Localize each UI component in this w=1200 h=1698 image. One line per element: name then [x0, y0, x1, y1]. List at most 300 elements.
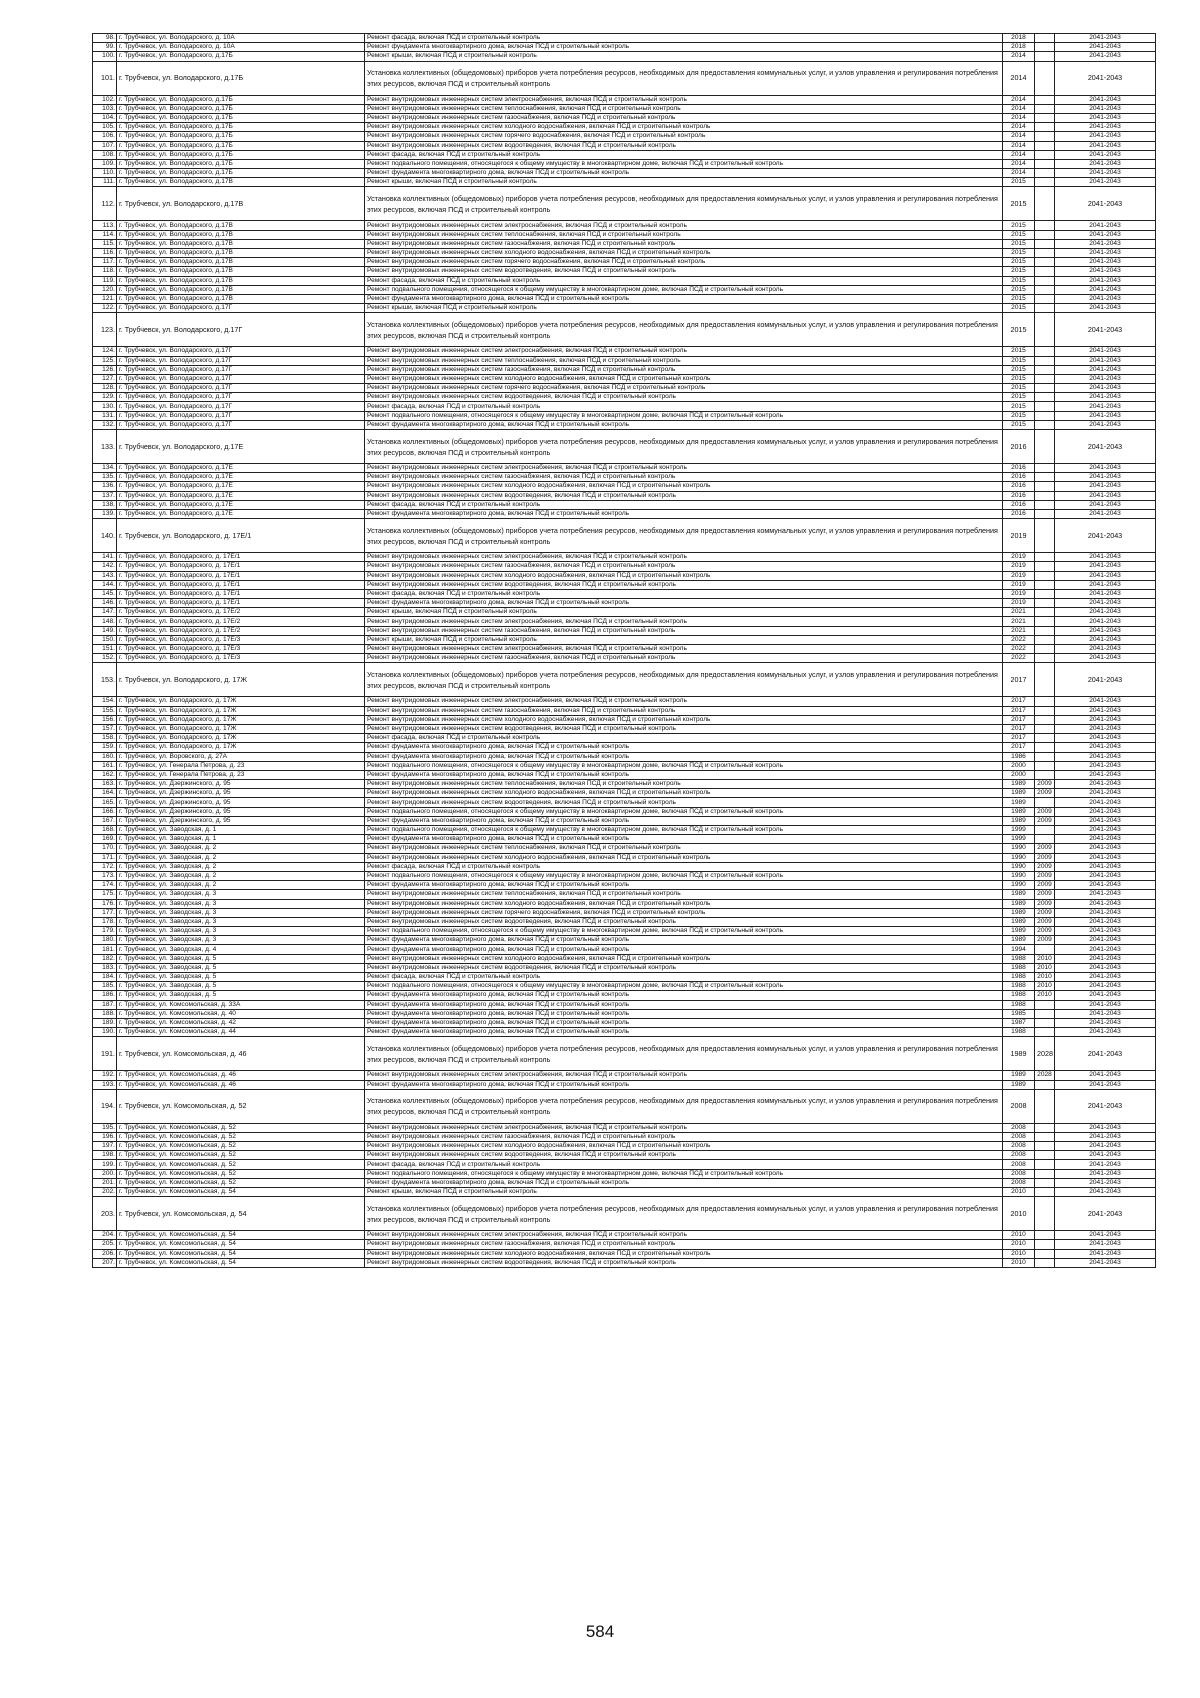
address-cell: г. Трубчевск, ул. Володарского, д.17Б [117, 169, 365, 178]
address-cell: г. Трубчевск, ул. Володарского, д. 17Ж [117, 715, 365, 724]
table-row [93, 871, 1156, 880]
row-number-cell: 115. [93, 239, 117, 248]
row-number-cell: 201. [93, 1178, 117, 1187]
planned-period-cell: 2041-2043 [1055, 626, 1156, 635]
row-number-cell: 99. [93, 43, 117, 52]
row-number-cell: 136. [93, 482, 117, 491]
year-built-cell: 2010 [1003, 1197, 1035, 1231]
work-type-cell: Ремонт подвального помещения, относящегося к общему имуществу в многоквартирном доме, включая ПСД и строительный контроль [365, 927, 1003, 936]
row-number-cell: 172. [93, 862, 117, 871]
year-built-cell: 2014 [1003, 132, 1035, 141]
address-cell: г. Трубчевск, ул. Заводская, д. 2 [117, 862, 365, 871]
row-number-cell: 130. [93, 402, 117, 411]
planned-period-cell: 2041-2043 [1055, 500, 1156, 509]
table-row [93, 43, 1156, 52]
planned-period-cell: 2041-2043 [1055, 285, 1156, 294]
year-last-repair-cell: 2009 [1035, 844, 1055, 853]
planned-period-cell: 2041-2043 [1055, 1009, 1156, 1018]
year-last-repair-cell [1035, 1240, 1055, 1249]
row-number-cell: 182. [93, 954, 117, 963]
planned-period-cell: 2041-2043 [1055, 1028, 1156, 1037]
work-type-cell: Ремонт внутридомовых инженерных систем водоотведения, включая ПСД и строительный контроль [365, 141, 1003, 150]
year-built-cell: 2018 [1003, 34, 1035, 43]
table-row [93, 402, 1156, 411]
year-last-repair-cell [1035, 1151, 1055, 1160]
planned-period-cell: 2041-2043 [1055, 1132, 1156, 1141]
work-type-cell: Ремонт внутридомовых инженерных систем газоснабжения, включая ПСД и строительный контроль [365, 706, 1003, 715]
year-built-cell: 2010 [1003, 1258, 1035, 1267]
year-last-repair-cell [1035, 61, 1055, 95]
address-cell: г. Трубчевск, ул. Володарского, д. 17Ж [117, 734, 365, 743]
address-cell: г. Трубчевск, ул. Володарского, д. 17Е/1 [117, 519, 365, 553]
year-last-repair-cell [1035, 95, 1055, 104]
address-cell: г. Трубчевск, ул. Володарского, д. 17Е/1 [117, 599, 365, 608]
address-cell: г. Трубчевск, ул. Володарского, д.17В [117, 258, 365, 267]
row-number-cell: 183. [93, 963, 117, 972]
year-built-cell: 2019 [1003, 599, 1035, 608]
year-last-repair-cell [1035, 770, 1055, 779]
table-row [93, 562, 1156, 571]
work-type-cell: Ремонт фасада, включая ПСД и строительный контроль [365, 276, 1003, 285]
year-built-cell: 2015 [1003, 347, 1035, 356]
work-type-cell: Ремонт внутридомовых инженерных систем холодного водоснабжения, включая ПСД и строительный контроль [365, 899, 1003, 908]
work-type-cell: Ремонт внутридомовых инженерных систем холодного водоснабжения, включая ПСД и строительный контроль [365, 853, 1003, 862]
row-number-cell: 168. [93, 826, 117, 835]
row-number-cell: 151. [93, 645, 117, 654]
address-cell: г. Трубчевск, ул. Володарского, д. 17Е/3 [117, 654, 365, 663]
planned-period-cell: 2041-2043 [1055, 945, 1156, 954]
table-row [93, 393, 1156, 402]
year-built-cell: 2014 [1003, 61, 1035, 95]
year-built-cell: 1990 [1003, 844, 1035, 853]
work-type-cell: Ремонт внутридомовых инженерных систем водоотведения, включая ПСД и строительный контроль [365, 491, 1003, 500]
address-cell: г. Трубчевск, ул. Комсомольская, д. 42 [117, 1018, 365, 1027]
table-row [93, 61, 1156, 95]
year-last-repair-cell [1035, 945, 1055, 954]
planned-period-cell: 2041-2043 [1055, 1169, 1156, 1178]
year-built-cell: 2014 [1003, 150, 1035, 159]
table-row [93, 159, 1156, 168]
row-number-cell: 132. [93, 420, 117, 429]
table-row [93, 1169, 1156, 1178]
work-type-cell: Ремонт фундамента многоквартирного дома, включая ПСД и строительный контроль [365, 881, 1003, 890]
address-cell: г. Трубчевск, ул. Володарского, д.17Г [117, 304, 365, 313]
planned-period-cell: 2041-2043 [1055, 697, 1156, 706]
planned-period-cell: 2041-2043 [1055, 1178, 1156, 1187]
work-type-cell: Ремонт внутридомовых инженерных систем теплоснабжения, включая ПСД и строительный контроль [365, 356, 1003, 365]
address-cell: г. Трубчевск, ул. Комсомольская, д. 54 [117, 1197, 365, 1231]
year-last-repair-cell [1035, 393, 1055, 402]
address-cell: г. Трубчевск, ул. Володарского, д.17Е [117, 473, 365, 482]
planned-period-cell: 2041-2043 [1055, 844, 1156, 853]
year-built-cell: 2015 [1003, 221, 1035, 230]
planned-period-cell: 2041-2043 [1055, 899, 1156, 908]
year-built-cell: 1988 [1003, 1000, 1035, 1009]
year-last-repair-cell: 2009 [1035, 890, 1055, 899]
row-number-cell: 161. [93, 761, 117, 770]
year-last-repair-cell [1035, 1080, 1055, 1089]
planned-period-cell: 2041-2043 [1055, 43, 1156, 52]
row-number-cell: 110. [93, 169, 117, 178]
work-type-cell: Ремонт фасада, включая ПСД и строительный контроль [365, 734, 1003, 743]
address-cell: г. Трубчевск, ул. Володарского, д.17Б [117, 132, 365, 141]
year-last-repair-cell: 2010 [1035, 991, 1055, 1000]
year-last-repair-cell [1035, 1089, 1055, 1123]
work-type-cell: Ремонт фасада, включая ПСД и строительный контроль [365, 402, 1003, 411]
table-row [93, 34, 1156, 43]
row-number-cell: 139. [93, 509, 117, 518]
year-built-cell: 2008 [1003, 1132, 1035, 1141]
address-cell: г. Трубчевск, ул. Володарского, д.17Е [117, 491, 365, 500]
table-row [93, 862, 1156, 871]
planned-period-cell: 2041-2043 [1055, 835, 1156, 844]
work-type-cell: Установка коллективных (общедомовых) приборов учета потребления ресурсов, необходимых для предоставления коммунальных услуг, и узлов управления и регулирования потребления этих ресурсов, включая ПСД и строительный контроль [365, 1089, 1003, 1123]
work-type-cell: Ремонт крыши, включая ПСД и строительный контроль [365, 304, 1003, 313]
address-cell: г. Трубчевск, ул. Володарского, д.17Б [117, 113, 365, 122]
table-row [93, 187, 1156, 221]
work-type-cell: Ремонт внутридомовых инженерных систем холодного водоснабжения, включая ПСД и строительный контроль [365, 249, 1003, 258]
table-row [93, 789, 1156, 798]
address-cell: г. Трубчевск, ул. Комсомольская, д. 54 [117, 1249, 365, 1258]
work-type-cell: Ремонт внутридомовых инженерных систем электроснабжения, включая ПСД и строительный контроль [365, 95, 1003, 104]
row-number-cell: 167. [93, 816, 117, 825]
year-last-repair-cell [1035, 1123, 1055, 1132]
work-type-cell: Ремонт внутридомовых инженерных систем газоснабжения, включая ПСД и строительный контроль [365, 626, 1003, 635]
table-row [93, 908, 1156, 917]
year-last-repair-cell [1035, 580, 1055, 589]
work-type-cell: Установка коллективных (общедомовых) приборов учета потребления ресурсов, необходимых для предоставления коммунальных услуг, и узлов управления и регулирования потребления этих ресурсов, включая ПСД и строительный контроль [365, 519, 1003, 553]
table-row [93, 991, 1156, 1000]
address-cell: г. Трубчевск, ул. Володарского, д. 17Е/1 [117, 562, 365, 571]
work-type-cell: Ремонт внутридомовых инженерных систем водоотведения, включая ПСД и строительный контроль [365, 1258, 1003, 1267]
address-cell: г. Трубчевск, ул. Володарского, д.17В [117, 294, 365, 303]
row-number-cell: 206. [93, 1249, 117, 1258]
year-last-repair-cell [1035, 104, 1055, 113]
year-built-cell: 1989 [1003, 908, 1035, 917]
address-cell: г. Трубчевск, ул. Заводская, д. 5 [117, 954, 365, 963]
year-last-repair-cell: 2010 [1035, 982, 1055, 991]
planned-period-cell: 2041-2043 [1055, 862, 1156, 871]
row-number-cell: 202. [93, 1188, 117, 1197]
work-type-cell: Ремонт подвального помещения, относящегося к общему имуществу в многоквартирном доме, включая ПСД и строительный контроль [365, 159, 1003, 168]
row-number-cell: 152. [93, 654, 117, 663]
address-cell: г. Трубчевск, ул. Володарского, д.17Е [117, 430, 365, 464]
table-row [93, 927, 1156, 936]
planned-period-cell: 2041-2043 [1055, 936, 1156, 945]
planned-period-cell: 2041-2043 [1055, 645, 1156, 654]
year-built-cell: 1990 [1003, 862, 1035, 871]
address-cell: г. Трубчевск, ул. Комсомольская, д. 46 [117, 1037, 365, 1071]
row-number-cell: 118. [93, 267, 117, 276]
row-number-cell: 207. [93, 1258, 117, 1267]
table-row [93, 430, 1156, 464]
planned-period-cell: 2041-2043 [1055, 734, 1156, 743]
row-number-cell: 155. [93, 706, 117, 715]
year-last-repair-cell [1035, 1258, 1055, 1267]
year-built-cell: 1999 [1003, 835, 1035, 844]
year-built-cell: 2017 [1003, 743, 1035, 752]
table-row [93, 113, 1156, 122]
year-last-repair-cell [1035, 835, 1055, 844]
table-row [93, 724, 1156, 733]
year-built-cell: 1987 [1003, 1018, 1035, 1027]
table-row [93, 1151, 1156, 1160]
table-row [93, 267, 1156, 276]
year-last-repair-cell [1035, 697, 1055, 706]
planned-period-cell: 2041-2043 [1055, 807, 1156, 816]
planned-period-cell: 2041-2043 [1055, 1071, 1156, 1080]
address-cell: г. Трубчевск, ул. Заводская, д. 5 [117, 982, 365, 991]
work-type-cell: Ремонт внутридомовых инженерных систем теплоснабжения, включая ПСД и строительный контроль [365, 104, 1003, 113]
row-number-cell: 144. [93, 580, 117, 589]
table-row [93, 1080, 1156, 1089]
address-cell: г. Трубчевск, ул. Володарского, д.17В [117, 178, 365, 187]
table-row [93, 663, 1156, 697]
year-built-cell: 2016 [1003, 473, 1035, 482]
year-built-cell: 1989 [1003, 1080, 1035, 1089]
year-built-cell: 2010 [1003, 1188, 1035, 1197]
table-row [93, 1188, 1156, 1197]
year-built-cell: 2016 [1003, 430, 1035, 464]
planned-period-cell: 2041-2043 [1055, 663, 1156, 697]
year-last-repair-cell [1035, 304, 1055, 313]
table-row [93, 890, 1156, 899]
address-cell: г. Трубчевск, ул. Володарского, д.17Е [117, 500, 365, 509]
table-row [93, 954, 1156, 963]
planned-period-cell: 2041-2043 [1055, 553, 1156, 562]
work-type-cell: Ремонт фундамента многоквартирного дома, включая ПСД и строительный контроль [365, 835, 1003, 844]
planned-period-cell: 2041-2043 [1055, 95, 1156, 104]
table-row [93, 635, 1156, 644]
planned-period-cell: 2041-2043 [1055, 374, 1156, 383]
work-type-cell: Установка коллективных (общедомовых) приборов учета потребления ресурсов, необходимых для предоставления коммунальных услуг, и узлов управления и регулирования потребления этих ресурсов, включая ПСД и строительный контроль [365, 187, 1003, 221]
work-type-cell: Ремонт внутридомовых инженерных систем электроснабжения, включая ПСД и строительный контроль [365, 1071, 1003, 1080]
address-cell: г. Трубчевск, ул. Володарского, д. 17Ж [117, 724, 365, 733]
year-last-repair-cell [1035, 1169, 1055, 1178]
table-row [93, 1071, 1156, 1080]
address-cell: г. Трубчевск, ул. Володарского, д. 17Е/1 [117, 580, 365, 589]
table-row [93, 945, 1156, 954]
year-last-repair-cell [1035, 663, 1055, 697]
work-type-cell: Ремонт внутридомовых инженерных систем электроснабжения, включая ПСД и строительный контроль [365, 1123, 1003, 1132]
work-type-cell: Ремонт внутридомовых инженерных систем электроснабжения, включая ПСД и строительный контроль [365, 347, 1003, 356]
address-cell: г. Трубчевск, ул. Комсомольская, д. 52 [117, 1160, 365, 1169]
table-row [93, 936, 1156, 945]
year-built-cell: 2015 [1003, 356, 1035, 365]
row-number-cell: 104. [93, 113, 117, 122]
table-row [93, 780, 1156, 789]
table-row [93, 313, 1156, 347]
row-number-cell: 165. [93, 798, 117, 807]
work-type-cell: Ремонт внутридомовых инженерных систем газоснабжения, включая ПСД и строительный контроль [365, 473, 1003, 482]
work-type-cell: Ремонт внутридомовых инженерных систем газоснабжения, включая ПСД и строительный контроль [365, 239, 1003, 248]
work-type-cell: Ремонт внутридомовых инженерных систем электроснабжения, включая ПСД и строительный контроль [365, 1231, 1003, 1240]
address-cell: г. Трубчевск, ул. Володарского, д.17Е [117, 509, 365, 518]
table-row [93, 141, 1156, 150]
row-number-cell: 198. [93, 1151, 117, 1160]
year-last-repair-cell [1035, 743, 1055, 752]
table-row [93, 816, 1156, 825]
year-built-cell: 1986 [1003, 752, 1035, 761]
work-type-cell: Ремонт фундамента многоквартирного дома, включая ПСД и строительный контроль [365, 816, 1003, 825]
row-number-cell: 135. [93, 473, 117, 482]
table-row [93, 356, 1156, 365]
row-number-cell: 188. [93, 1009, 117, 1018]
table-row [93, 276, 1156, 285]
table-row [93, 826, 1156, 835]
table-row [93, 384, 1156, 393]
year-last-repair-cell [1035, 1178, 1055, 1187]
work-type-cell: Ремонт фундамента многоквартирного дома, включая ПСД и строительный контроль [365, 1080, 1003, 1089]
year-built-cell: 2022 [1003, 645, 1035, 654]
row-number-cell: 150. [93, 635, 117, 644]
planned-period-cell: 2041-2043 [1055, 608, 1156, 617]
work-type-cell: Ремонт внутридомовых инженерных систем газоснабжения, включая ПСД и строительный контроль [365, 654, 1003, 663]
address-cell: г. Трубчевск, ул. Володарского, д.17Е [117, 464, 365, 473]
table-row [93, 1009, 1156, 1018]
year-last-repair-cell [1035, 276, 1055, 285]
planned-period-cell: 2041-2043 [1055, 991, 1156, 1000]
address-cell: г. Трубчевск, ул. Комсомольская, д. 52 [117, 1132, 365, 1141]
year-last-repair-cell: 2009 [1035, 789, 1055, 798]
work-type-cell: Ремонт внутридомовых инженерных систем холодного водоснабжения, включая ПСД и строительный контроль [365, 789, 1003, 798]
year-built-cell: 1989 [1003, 816, 1035, 825]
address-cell: г. Трубчевск, ул. Володарского, д.17Б [117, 95, 365, 104]
table-row [93, 807, 1156, 816]
year-built-cell: 1988 [1003, 954, 1035, 963]
table-row [93, 519, 1156, 553]
address-cell: г. Трубчевск, ул. Володарского, д.17Б [117, 159, 365, 168]
table-row [93, 221, 1156, 230]
row-number-cell: 108. [93, 150, 117, 159]
year-last-repair-cell [1035, 608, 1055, 617]
address-cell: г. Трубчевск, ул. Генерала Петрова, д. 23 [117, 770, 365, 779]
address-cell: г. Трубчевск, ул. Володарского, д. 17Е/3 [117, 635, 365, 644]
table-row [93, 365, 1156, 374]
table-row [93, 617, 1156, 626]
planned-period-cell: 2041-2043 [1055, 982, 1156, 991]
address-cell: г. Трубчевск, ул. Заводская, д. 5 [117, 991, 365, 1000]
address-cell: г. Трубчевск, ул. Володарского, д.17Г [117, 347, 365, 356]
table-row [93, 239, 1156, 248]
address-cell: г. Трубчевск, ул. Комсомольская, д. 54 [117, 1231, 365, 1240]
year-last-repair-cell [1035, 347, 1055, 356]
planned-period-cell: 2041-2043 [1055, 770, 1156, 779]
year-last-repair-cell [1035, 169, 1055, 178]
planned-period-cell: 2041-2043 [1055, 113, 1156, 122]
address-cell: г. Трубчевск, ул. Володарского, д.17Г [117, 420, 365, 429]
year-built-cell: 1989 [1003, 1071, 1035, 1080]
work-type-cell: Ремонт внутридомовых инженерных систем водоотведения, включая ПСД и строительный контроль [365, 393, 1003, 402]
year-last-repair-cell [1035, 1160, 1055, 1169]
work-type-cell: Ремонт подвального помещения, относящегося к общему имуществу в многоквартирном доме, включая ПСД и строительный контроль [365, 826, 1003, 835]
address-cell: г. Трубчевск, ул. Заводская, д. 3 [117, 927, 365, 936]
planned-period-cell: 2041-2043 [1055, 789, 1156, 798]
year-last-repair-cell [1035, 141, 1055, 150]
year-built-cell: 2010 [1003, 1231, 1035, 1240]
row-number-cell: 163. [93, 780, 117, 789]
address-cell: г. Трубчевск, ул. Володарского, д. 17Е/1 [117, 571, 365, 580]
planned-period-cell: 2041-2043 [1055, 752, 1156, 761]
year-last-repair-cell [1035, 178, 1055, 187]
work-type-cell: Ремонт внутридомовых инженерных систем теплоснабжения, включая ПСД и строительный контроль [365, 230, 1003, 239]
row-number-cell: 112. [93, 187, 117, 221]
year-built-cell: 2019 [1003, 571, 1035, 580]
row-number-cell: 193. [93, 1080, 117, 1089]
work-type-cell: Ремонт крыши, включая ПСД и строительный контроль [365, 608, 1003, 617]
work-type-cell: Ремонт крыши, включая ПСД и строительный контроль [365, 52, 1003, 61]
planned-period-cell: 2041-2043 [1055, 393, 1156, 402]
address-cell: г. Трубчевск, ул. Володарского, д.17Г [117, 356, 365, 365]
work-type-cell: Ремонт внутридомовых инженерных систем горячего водоснабжения, включая ПСД и строительный контроль [365, 258, 1003, 267]
address-cell: г. Трубчевск, ул. Володарского, д.17Г [117, 365, 365, 374]
address-cell: г. Трубчевск, ул. Заводская, д. 2 [117, 881, 365, 890]
year-last-repair-cell [1035, 230, 1055, 239]
planned-period-cell: 2041-2043 [1055, 816, 1156, 825]
table-row [93, 294, 1156, 303]
row-number-cell: 180. [93, 936, 117, 945]
row-number-cell: 102. [93, 95, 117, 104]
row-number-cell: 157. [93, 724, 117, 733]
planned-period-cell: 2041-2043 [1055, 52, 1156, 61]
table-row [93, 881, 1156, 890]
year-built-cell: 1985 [1003, 1009, 1035, 1018]
row-number-cell: 164. [93, 789, 117, 798]
year-last-repair-cell: 2009 [1035, 908, 1055, 917]
year-built-cell: 2008 [1003, 1142, 1035, 1151]
row-number-cell: 176. [93, 899, 117, 908]
table-row [93, 589, 1156, 598]
planned-period-cell: 2041-2043 [1055, 724, 1156, 733]
address-cell: г. Трубчевск, ул. Комсомольская, д. 46 [117, 1071, 365, 1080]
work-type-cell: Ремонт фундамента многоквартирного дома, включая ПСД и строительный контроль [365, 752, 1003, 761]
planned-period-cell: 2041-2043 [1055, 963, 1156, 972]
year-built-cell: 2010 [1003, 1249, 1035, 1258]
year-built-cell: 2017 [1003, 715, 1035, 724]
year-last-repair-cell [1035, 1132, 1055, 1141]
work-type-cell: Ремонт крыши, включая ПСД и строительный контроль [365, 178, 1003, 187]
table-row [93, 580, 1156, 589]
row-number-cell: 129. [93, 393, 117, 402]
year-last-repair-cell [1035, 285, 1055, 294]
table-row [93, 347, 1156, 356]
year-built-cell: 2015 [1003, 285, 1035, 294]
planned-period-cell: 2041-2043 [1055, 464, 1156, 473]
year-last-repair-cell [1035, 52, 1055, 61]
work-type-cell: Ремонт внутридомовых инженерных систем газоснабжения, включая ПСД и строительный контроль [365, 562, 1003, 571]
year-last-repair-cell [1035, 482, 1055, 491]
row-number-cell: 194. [93, 1089, 117, 1123]
planned-period-cell: 2041-2043 [1055, 1197, 1156, 1231]
year-last-repair-cell [1035, 519, 1055, 553]
year-built-cell: 2014 [1003, 169, 1035, 178]
work-type-cell: Ремонт внутридомовых инженерных систем холодного водоснабжения, включая ПСД и строительный контроль [365, 482, 1003, 491]
year-last-repair-cell [1035, 509, 1055, 518]
year-built-cell: 2016 [1003, 500, 1035, 509]
table-row [93, 1231, 1156, 1240]
planned-period-cell: 2041-2043 [1055, 276, 1156, 285]
address-cell: г. Трубчевск, ул. Володарского, д.17Б [117, 52, 365, 61]
table-row [93, 798, 1156, 807]
year-built-cell: 2016 [1003, 509, 1035, 518]
address-cell: г. Трубчевск, ул. Комсомольская, д. 44 [117, 1028, 365, 1037]
year-last-repair-cell: 2009 [1035, 871, 1055, 880]
address-cell: г. Трубчевск, ул. Володарского, д.17Г [117, 374, 365, 383]
address-cell: г. Трубчевск, ул. Комсомольская, д. 52 [117, 1169, 365, 1178]
row-number-cell: 200. [93, 1169, 117, 1178]
year-last-repair-cell [1035, 365, 1055, 374]
year-last-repair-cell: 2010 [1035, 973, 1055, 982]
